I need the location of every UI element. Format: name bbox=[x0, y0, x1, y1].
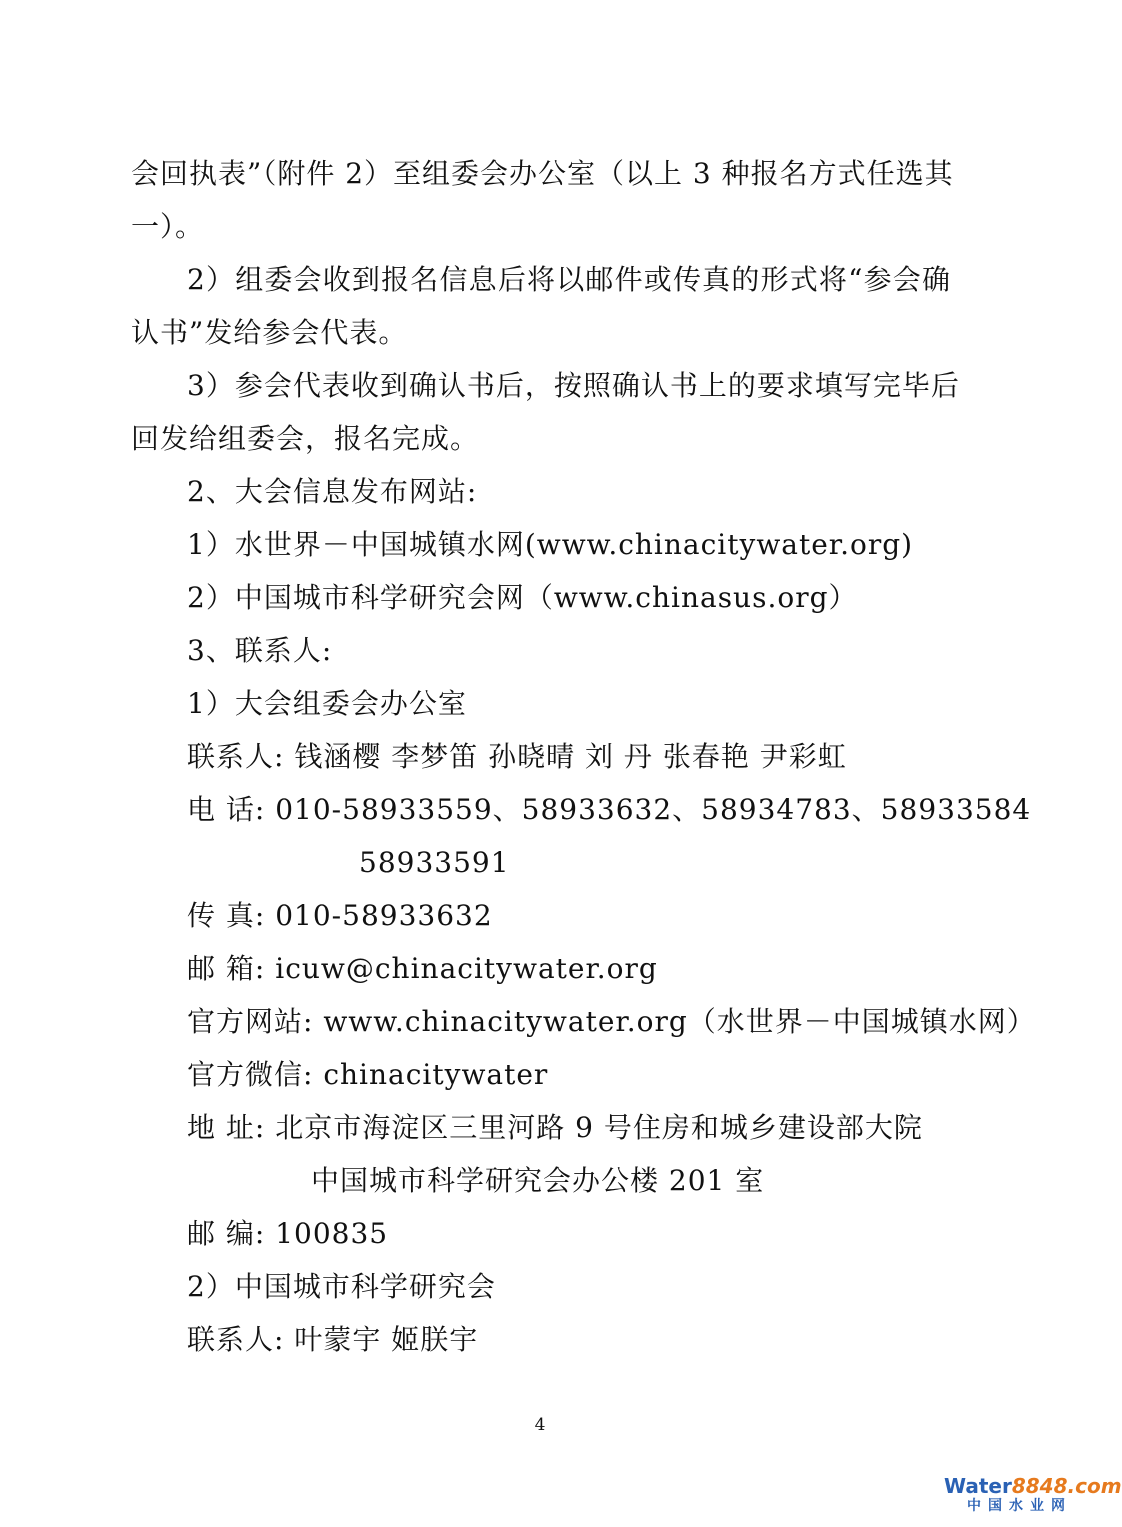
section-heading-contacts: 3、联系人: bbox=[187, 634, 333, 667]
paragraph-line-1: 会回执表”（附件 2）至组委会办公室（以上 3 种报名方式任选其 bbox=[131, 157, 954, 190]
contact-phone: 电 话: 010-58933559、58933632、58934783、58933584 bbox=[187, 793, 1032, 826]
logo-word: Water bbox=[944, 1474, 1012, 1498]
paragraph-line-2: 一）。 bbox=[131, 210, 205, 243]
contact-email: 邮 箱: icuw@chinacitywater.org bbox=[187, 952, 658, 985]
page-number: 4 bbox=[534, 1415, 546, 1435]
contact-persons-2: 联系人: 叶蒙宇 姬朕宇 bbox=[187, 1323, 479, 1356]
contact-address-line-2: 中国城市科学研究会办公楼 201 室 bbox=[311, 1164, 765, 1197]
contact-org-1: 1）大会组委会办公室 bbox=[187, 687, 467, 720]
paragraph-line-5: 3）参会代表收到确认书后，按照确认书上的要求填写完毕后 bbox=[187, 369, 960, 402]
logo-chinese-name: 中国水业网 bbox=[967, 1498, 1072, 1514]
contact-org-2: 2）中国城市科学研究会 bbox=[187, 1270, 496, 1303]
section-heading-website: 2、大会信息发布网站: bbox=[187, 475, 478, 508]
logo-number: 8848.com bbox=[1011, 1474, 1122, 1498]
contact-phone-extra: 58933591 bbox=[359, 846, 510, 879]
contact-wechat: 官方微信: chinacitywater bbox=[187, 1058, 549, 1091]
contact-fax: 传 真: 010-58933632 bbox=[187, 899, 493, 932]
paragraph-line-6: 回发给组委会，报名完成。 bbox=[131, 422, 480, 455]
paragraph-line-3: 2）组委会收到报名信息后将以邮件或传真的形式将“参会确 bbox=[187, 263, 951, 296]
contact-postcode: 邮 编: 100835 bbox=[187, 1217, 389, 1250]
contact-persons-1: 联系人: 钱涵樱 李梦笛 孙晓晴 刘 丹 张春艳 尹彩虹 bbox=[187, 740, 847, 773]
contact-address: 地 址: 北京市海淀区三里河路 9 号住房和城乡建设部大院 bbox=[187, 1111, 923, 1144]
website-item-1: 1）水世界－中国城镇水网(www.chinacitywater.org) bbox=[187, 528, 914, 561]
paragraph-line-4: 认书”发给参会代表。 bbox=[131, 316, 408, 349]
logo-wordmark bbox=[944, 1474, 1122, 1498]
website-item-2: 2）中国城市科学研究会网（www.chinasus.org） bbox=[187, 581, 858, 614]
water8848-logo bbox=[944, 1474, 1122, 1521]
contact-official-website: 官方网站: www.chinacitywater.org（水世界－中国城镇水网） bbox=[187, 1005, 1036, 1038]
